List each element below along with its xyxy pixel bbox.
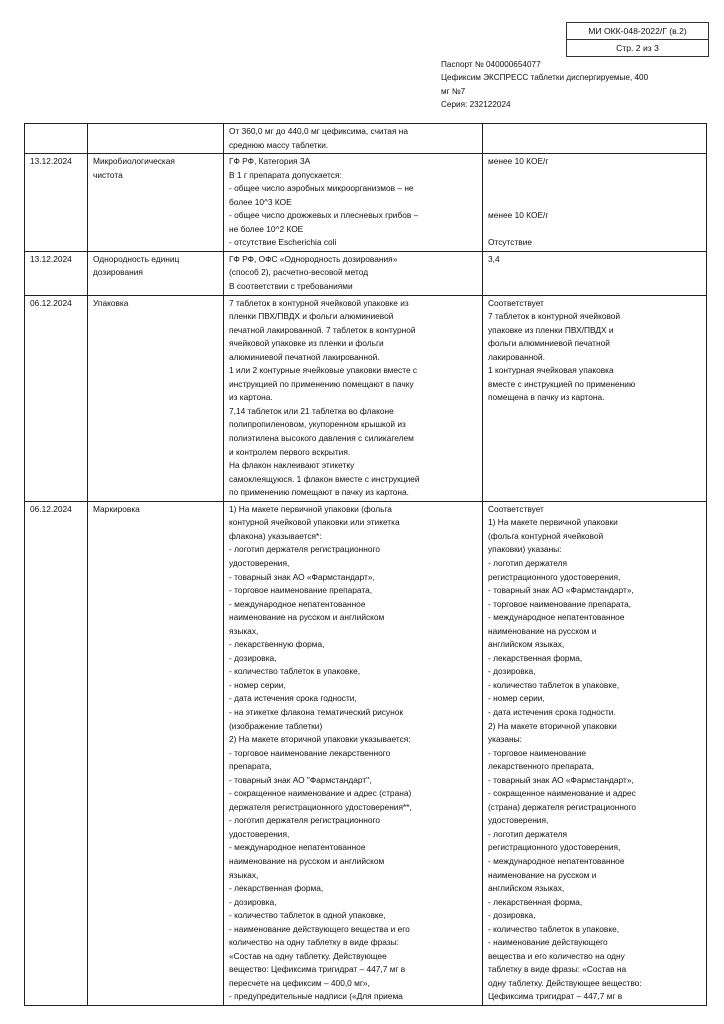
cell-text-line: - общее число аэробных микроорганизмов – не: [229, 183, 414, 194]
cell-text-line: чистота: [93, 169, 123, 180]
cell-text-line: помещена в пачку из картона.: [488, 392, 605, 403]
table-row: [25, 251, 707, 295]
requirement-cell: [224, 251, 483, 295]
cell-text-line: - лекарственная форма,: [488, 896, 583, 907]
cell-text-line: лекарственного препарата,: [488, 761, 595, 772]
cell-text-line: указаны:: [488, 734, 522, 745]
cell-text-line: количество на одну таблетку в виде фразы:: [229, 937, 399, 948]
passport-block: [441, 58, 671, 112]
cell-text-line: - отсутствие Escherichia coli: [229, 237, 337, 248]
passport-line: мг №7: [441, 86, 466, 96]
cell-text-line: 1) На макете первичной упаковки: [488, 517, 618, 528]
table-row: [25, 124, 707, 154]
test-name-cell: [88, 251, 224, 295]
date-cell: [25, 124, 88, 154]
cell-text-line: - дата истечения срока годности.: [488, 706, 616, 717]
cell-text-line: Отсутствие: [488, 237, 533, 248]
cell-text-line: - общее число дрожжевых и плесневых грибов –: [229, 210, 419, 221]
cell-text-line: дозирования: [93, 267, 143, 278]
table-row: [25, 295, 707, 501]
cell-text-line: [488, 182, 701, 196]
cell-text-line: 7 таблеток в контурной ячейковой упаковке из: [229, 297, 409, 308]
cell-text-line: - дозировка,: [488, 666, 536, 677]
cell-text-line: - товарный знак АО "Фармстандарт",: [229, 774, 372, 785]
cell-text-line: вещества и его количество на одну: [488, 950, 625, 961]
cell-text-line: полипропиленовом, укупоренном крышкой из: [229, 419, 406, 430]
cell-text-line: менее 10 КОЕ/г: [488, 156, 549, 167]
cell-text-line: [488, 196, 701, 210]
cell-text-line: 7 таблеток в контурной ячейковой: [488, 311, 621, 322]
cell-text-line: На флакон наклеивают этикетку: [229, 460, 355, 471]
cell-text-line: - торговое наименование лекарственного: [229, 747, 391, 758]
cell-text-line: удостоверения,: [229, 557, 290, 568]
cell-text-line: фольги алюминиевой печатной: [488, 338, 610, 349]
cell-text-line: из картона.: [229, 392, 273, 403]
cell-text-line: - торговое наименование препарата,: [488, 598, 632, 609]
cell-text-line: - наименование действующего: [488, 937, 608, 948]
cell-text-line: - дозировка,: [229, 896, 277, 907]
cell-text-line: - количество таблеток в одной упаковке,: [229, 910, 386, 921]
requirement-cell: [224, 124, 483, 154]
cell-text-line: - количество таблеток в упаковке,: [488, 679, 620, 690]
cell-text-line: - сокращенное наименование и адрес (страна): [229, 788, 412, 799]
cell-text-line: - товарный знак АО «Фармстандарт»,: [229, 571, 375, 582]
cell-text-line: регистрационного удостоверения,: [488, 571, 621, 582]
cell-text-line: Соответствует: [488, 297, 544, 308]
cell-text-line: - количество таблеток в упаковке,: [229, 666, 361, 677]
passport-line: Серия: 232122024: [441, 100, 511, 110]
requirement-cell: [224, 295, 483, 501]
cell-text-line: контурной ячейковой упаковки или этикетка: [229, 517, 400, 528]
cell-text-line: 1 или 2 контурные ячейковые упаковки вместе с: [229, 365, 418, 376]
cell-text-line: - лекарственная форма,: [229, 883, 324, 894]
date-cell: [25, 295, 88, 501]
cell-text-line: - логотип держателя регистрационного: [229, 544, 381, 555]
cell-text-line: языках,: [229, 869, 259, 880]
cell-text-line: - дозировка,: [488, 910, 536, 921]
cell-text-line: 2) На макете вторичной упаковки указывается:: [229, 734, 411, 745]
document-code-box: [566, 22, 709, 57]
cell-text-line: - международное непатентованное: [488, 612, 625, 623]
cell-text-line: 7,14 таблеток или 21 таблетка во флаконе: [229, 405, 394, 416]
cell-text-line: - торговое наименование препарата,: [229, 585, 373, 596]
cell-text-line: регистрационного удостоверения,: [488, 842, 621, 853]
cell-text-line: - количество таблеток в упаковке,: [488, 923, 620, 934]
cell-text-line: менее 10 КОЕ/г: [488, 210, 549, 221]
cell-text-line: (изображение таблетки): [229, 720, 323, 731]
result-cell: [483, 154, 707, 252]
cell-text-line: (способ 2), расчетно-весовой метод: [229, 267, 369, 278]
cell-text-line: [30, 125, 82, 139]
test-results-table: [24, 123, 707, 1006]
cell-text-line: вещество: Цефиксима тригидрат – 447,7 мг в: [229, 964, 406, 975]
cell-text-line: 1 контурная ячейковая упаковка: [488, 365, 614, 376]
document-code: МИ ОКК-048-2022/Г (в.2): [588, 26, 687, 36]
cell-text-line: ГФ РФ, Категория 3А: [229, 156, 311, 167]
date-cell: [25, 154, 88, 252]
cell-text-line: - международное непатентованное: [229, 842, 366, 853]
cell-text-line: - логотип держателя: [488, 557, 568, 568]
cell-text-line: - наименование действующего вещества и его: [229, 923, 410, 934]
cell-text-line: - номер серии,: [229, 679, 286, 690]
cell-text-line: печатной лакированной. 7 таблеток в контурной: [229, 324, 416, 335]
cell-text-line: вместе с инструкцией по применению: [488, 378, 636, 389]
cell-text-line: [488, 169, 701, 183]
cell-text-line: - международное непатентованное: [488, 855, 625, 866]
date-cell: [25, 501, 88, 1005]
cell-text-line: (фольга контурной ячейковой: [488, 530, 604, 541]
cell-text-line: английском языках,: [488, 883, 565, 894]
cell-text-line: 13.12.2024: [30, 156, 72, 167]
cell-text-line: Соответствует: [488, 503, 544, 514]
cell-text-line: удостоверения,: [229, 828, 290, 839]
table-row: [25, 501, 707, 1005]
cell-text-line: (страна) держателя регистрационного: [488, 801, 637, 812]
cell-text-line: ячейковой упаковке из пленки и фольги: [229, 338, 384, 349]
cell-text-line: Микробиологическая: [93, 156, 175, 167]
cell-text-line: - товарный знак АО «Фармстандарт»,: [488, 585, 634, 596]
cell-text-line: самоклеящуюся. 1 флакон вместе с инструкцией: [229, 473, 420, 484]
passport-line: Паспорт № 040000654077: [441, 60, 541, 69]
cell-text-line: - предупредительные надписи («Для приема: [229, 991, 403, 1002]
cell-text-line: 06.12.2024: [30, 297, 72, 308]
cell-text-line: - лекарственную форма,: [229, 639, 325, 650]
cell-text-line: держателя регистрационного удостоверения**,: [229, 801, 412, 812]
cell-text-line: удостоверения,: [488, 815, 549, 826]
cell-text-line: упаковке из пленки ПВХ/ПВДХ и: [488, 324, 614, 335]
cell-text-line: инструкцией по применению помещают в пачку: [229, 378, 414, 389]
date-cell: [25, 251, 88, 295]
cell-text-line: - товарный знак АО «Фармстандарт»,: [488, 774, 634, 785]
cell-text-line: ГФ РФ, ОФС «Однородность дозирования»: [229, 253, 398, 264]
passport-line: Цефиксим ЭКСПРЕСС таблетки диспергируемые, 400: [441, 73, 649, 83]
result-cell: [483, 124, 707, 154]
cell-text-line: - лекарственная форма,: [488, 652, 583, 663]
cell-text-line: по применению помещают в пачку из картона.: [229, 487, 409, 498]
cell-text-line: Однородность единиц: [93, 253, 180, 264]
cell-text-line: 13.12.2024: [30, 253, 72, 264]
result-cell: [483, 295, 707, 501]
cell-text-line: пленки ПВХ/ПВДХ и фольги алюминиевой: [229, 311, 394, 322]
cell-text-line: - номер серии,: [488, 693, 545, 704]
cell-text-line: 2) На макете вторичной упаковки: [488, 720, 617, 731]
cell-text-line: - логотип держателя: [488, 828, 568, 839]
cell-text-line: таблетку в виде фразы: «Состав на: [488, 964, 627, 975]
result-cell: [483, 251, 707, 295]
cell-text-line: От 360,0 мг до 440,0 мг цефиксима, считая на: [229, 126, 409, 136]
test-name-cell: [88, 154, 224, 252]
cell-text-line: не более 10^2 КОЕ: [229, 223, 304, 234]
cell-text-line: наименование на русском и английском: [229, 855, 385, 866]
cell-text-line: лакированной.: [488, 351, 545, 362]
cell-text-line: наименование на русском и английском: [229, 612, 385, 623]
cell-text-line: - логотип держателя регистрационного: [229, 815, 381, 826]
cell-text-line: «Состав на одну таблетку. Действующее: [229, 950, 387, 961]
cell-text-line: препарата,: [229, 761, 272, 772]
cell-text-line: одну таблетку. Действующее вещество:: [488, 977, 642, 988]
requirement-cell: [224, 154, 483, 252]
cell-text-line: языках,: [229, 625, 259, 636]
cell-text-line: Маркировка: [93, 503, 140, 514]
cell-text-line: английском языках,: [488, 639, 565, 650]
requirement-cell: [224, 501, 483, 1005]
test-name-cell: [88, 124, 224, 154]
result-cell: [483, 501, 707, 1005]
cell-text-line: В 1 г препарата допускается:: [229, 169, 342, 180]
cell-text-line: наименование на русском и: [488, 625, 597, 636]
cell-text-line: - дозировка,: [229, 652, 277, 663]
table-row: [25, 154, 707, 252]
cell-text-line: [488, 223, 701, 237]
cell-text-line: В соответствии с требованиями: [229, 281, 353, 292]
cell-text-line: - дата истечения срока годности,: [229, 693, 357, 704]
test-name-cell: [88, 295, 224, 501]
cell-text-line: полиэтилена высокого давления с силикагелем: [229, 433, 414, 444]
cell-text-line: 06.12.2024: [30, 503, 72, 514]
cell-text-line: 1) На макете первичной упаковки (фольга: [229, 503, 392, 514]
cell-text-line: - сокращенное наименование и адрес: [488, 788, 636, 799]
cell-text-line: наименование на русском и: [488, 869, 597, 880]
cell-text-line: среднюю массу таблетки.: [229, 139, 329, 150]
cell-text-line: и контролем первого вскрытия.: [229, 446, 351, 457]
cell-text-line: пересчете на цефиксим – 400,0 мг»,: [229, 977, 370, 988]
cell-text-line: - международное непатентованное: [229, 598, 366, 609]
page-number: Стр. 2 из 3: [567, 39, 708, 56]
cell-text-line: 3,4: [488, 253, 500, 264]
cell-text-line: флакона) указывается*:: [229, 530, 322, 541]
cell-text-line: Цефиксима тригидрат – 447,7 мг в: [488, 991, 623, 1002]
test-name-cell: [88, 501, 224, 1005]
cell-text-line: более 10^3 КОЕ: [229, 196, 292, 207]
cell-text-line: упаковки) указаны:: [488, 544, 562, 555]
cell-text-line: Упаковка: [93, 297, 129, 308]
cell-text-line: алюминиевой печатной лакированной.: [229, 351, 380, 362]
cell-text-line: - торговое наименование: [488, 747, 586, 758]
cell-text-line: - на этикетке флакона тематический рисунок: [229, 706, 404, 717]
